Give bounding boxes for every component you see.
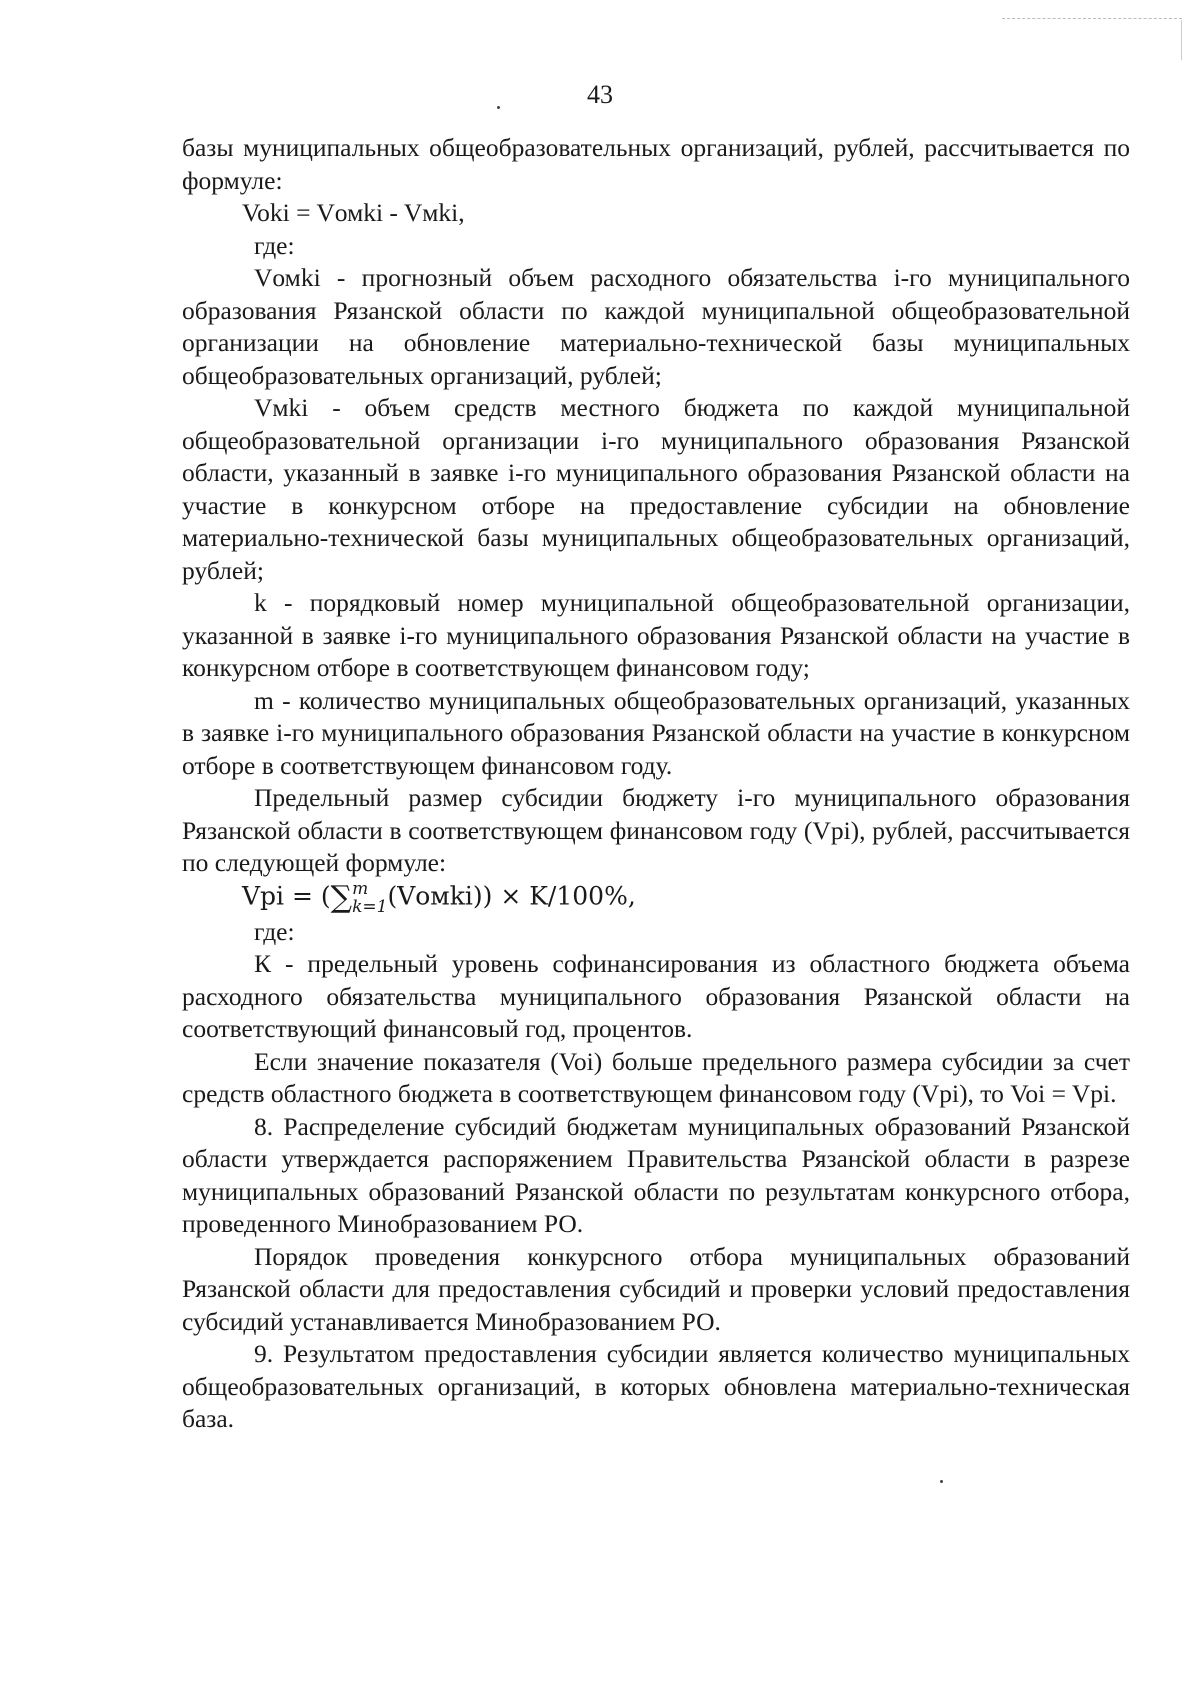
paragraph-9: 9. Результатом предоставления субсидии является количество муниципальных общеобразовательных организаций, в которых обновлена материально-техническая база. xyxy=(182,1339,1130,1433)
formula-vpi-right: (Vомki)) × K/100%, xyxy=(387,881,636,910)
paragraph-procedure: Порядок проведения конкурсного отбора муниципальных образований Рязанской области для предоставления субсидий и проверки условий предоставления субсидий устанавливается Минобразованием РО. xyxy=(182,1241,1130,1336)
sum-upper-limit: m xyxy=(352,878,369,899)
paragraph: базы муниципальных общеобразовательных организаций, рублей, рассчитывается по формуле: xyxy=(182,133,1130,195)
definition-k: k - порядковый номер муниципальной общеобразовательной организации, указанной в заявке i-го муниципального образования Рязанской области на участие в конкурсном отборе в соответствующем финансовом году; xyxy=(182,588,1130,682)
paragraph-8: 8. Распределение субсидий бюджетам муниципальных образований Рязанской области утверждается распоряжением Правительства Рязанской области в разрезе муниципальных образований Рязанской области по результатам конкурсного отбора, проведенного Минобразованием РО. xyxy=(182,1111,1130,1238)
where-label: где: xyxy=(254,916,295,946)
document-body xyxy=(182,132,1130,1436)
formula-vpi xyxy=(182,880,1130,916)
scan-edge-line xyxy=(1002,18,1182,20)
paragraph-voi: Если значение показателя (Voi) больше предельного размера субсидии за счет средств областного бюджета в соответствующем финансовом году (Vpi), то Voi = Vpi. xyxy=(182,1046,1130,1108)
sum-limits xyxy=(352,880,387,916)
definition-m: m - количество муниципальных общеобразовательных организаций, указанных в заявке i-го муниципального образования Рязанской области на участие в конкурсном отборе в соответствующем финансовом году. xyxy=(182,685,1130,780)
formula-voki: Voki = Vомki - Vмki, xyxy=(242,198,465,227)
sum-lower-limit: k=1 xyxy=(352,896,388,917)
where-label: где: xyxy=(254,230,295,260)
sum-symbol: ∑ xyxy=(330,879,353,915)
scan-speck xyxy=(940,1480,943,1483)
definition-vmki: Vмki - объем средств местного бюджета по каждой муниципальной общеобразовательной организации i-го муниципального образования Рязанской области, указанный в заявке i-го муниципального образования Рязанской области на участие в конкурсном отборе на предоставление субсидии на обновление материально-технической базы муниципальных общеобразовательных организаций, рублей; xyxy=(182,393,1130,585)
definition-k-level: К - предельный уровень софинансирования из областного бюджета объема расходного обязательства муниципального образования Рязанской области на соответствующий финансовый год, процентов. xyxy=(182,949,1130,1043)
paragraph-vpi-intro: Предельный размер субсидии бюджету i-го муниципального образования Рязанской области в соответствующем финансовом году (Vpi), рублей, рассчитывается по следующей формуле: xyxy=(182,783,1130,877)
page-number: 43 xyxy=(587,80,613,109)
definition-vomki: Vомki - прогнозный объем расходного обязательства i-го муниципального образования Рязанской области по каждой муниципальной общеобразовательной организации на обновление материально-технической базы муниципальных общеобразовательных организаций, рублей; xyxy=(182,263,1130,390)
formula-vpi-left: Vpi = ( xyxy=(242,881,331,910)
scan-edge-line-vertical xyxy=(1180,20,1182,60)
